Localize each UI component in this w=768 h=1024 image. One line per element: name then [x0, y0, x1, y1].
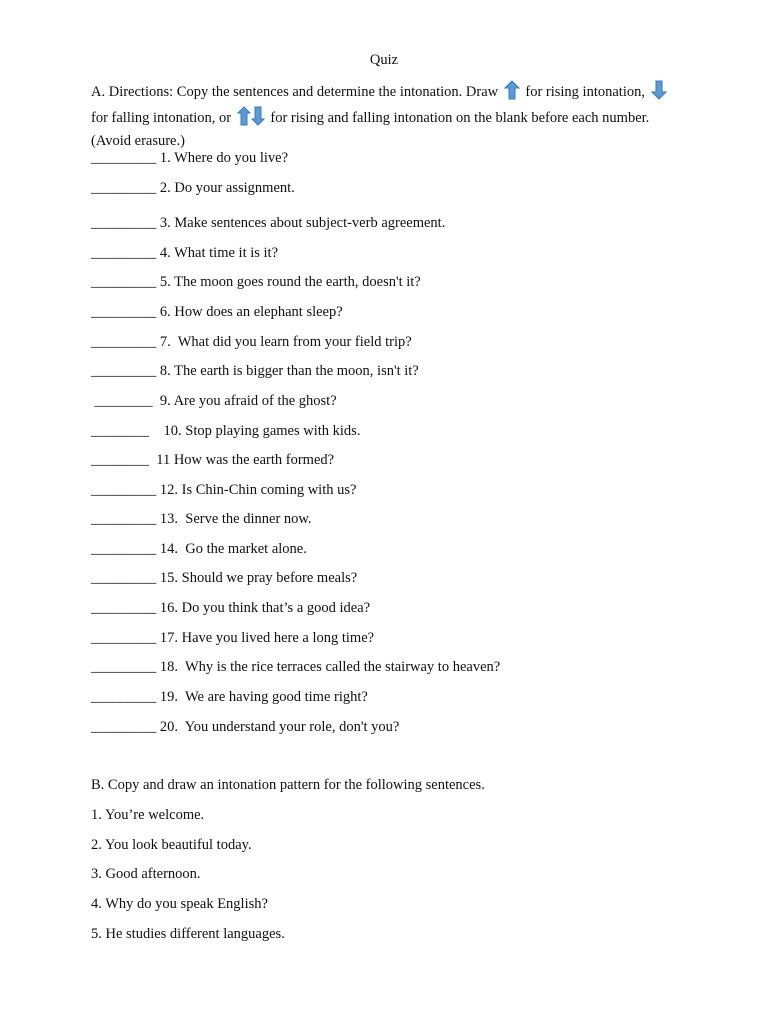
quiz-item: _________ 12. Is Chin-Chin coming with us?: [91, 482, 357, 498]
quiz-item: ________ 10. Stop playing games with kids.: [91, 423, 361, 439]
falling-arrow-icon: [651, 80, 667, 106]
quiz-item: _________ 5. The moon goes round the earth, doesn't it?: [91, 274, 421, 290]
quiz-item: _________ 16. Do you think that’s a good idea?: [91, 600, 371, 616]
quiz-item: ________ 11 How was the earth formed?: [91, 452, 335, 468]
part-b-title: B. Copy and draw an intonation pattern for the following sentences.: [91, 777, 485, 793]
quiz-item: _________ 13. Serve the dinner now.: [91, 511, 312, 527]
part-b-item: 1. You’re welcome.: [91, 807, 205, 823]
directions-text-3: for falling intonation, or: [91, 110, 232, 126]
directions-text-2: for rising intonation,: [525, 84, 645, 100]
quiz-item: _________ 2. Do your assignment.: [91, 180, 295, 196]
rising-falling-arrow-icon: [237, 106, 265, 132]
quiz-item: _________ 3. Make sentences about subject-verb agreement.: [91, 215, 446, 231]
part-b-item: 3. Good afternoon.: [91, 866, 201, 882]
quiz-item: _________ 1. Where do you live?: [91, 150, 289, 166]
rising-arrow-icon: [504, 80, 520, 106]
quiz-item: _________ 17. Have you lived here a long time?: [91, 630, 375, 646]
quiz-item: _________ 7. What did you learn from your field trip?: [91, 334, 412, 350]
quiz-item: _________ 6. How does an elephant sleep?: [91, 304, 343, 320]
page-title: Quiz: [369, 52, 399, 68]
quiz-item: ________ 9. Are you afraid of the ghost?: [91, 393, 337, 409]
quiz-item: _________ 18. Why is the rice terraces called the stairway to heaven?: [91, 659, 501, 675]
part-b-item: 4. Why do you speak English?: [91, 896, 268, 912]
quiz-item: _________ 8. The earth is bigger than the moon, isn't it?: [91, 363, 419, 379]
part-b-item: 5. He studies different languages.: [91, 926, 285, 942]
quiz-item: _________ 4. What time it is it?: [91, 245, 279, 261]
quiz-item: _________ 20. You understand your role, don't you?: [91, 719, 400, 735]
quiz-item: _________ 19. We are having good time right?: [91, 689, 368, 705]
quiz-item: _________ 15. Should we pray before meals?: [91, 570, 358, 586]
directions-text-1: A. Directions: Copy the sentences and determine the intonation. Draw: [91, 84, 499, 100]
directions: [91, 80, 691, 151]
quiz-item: _________ 14. Go the market alone.: [91, 541, 307, 557]
directions-text-4: for rising and falling intonation on the blank before each number. (Avoid erasure.): [91, 110, 650, 149]
part-b-item: 2. You look beautiful today.: [91, 837, 252, 853]
